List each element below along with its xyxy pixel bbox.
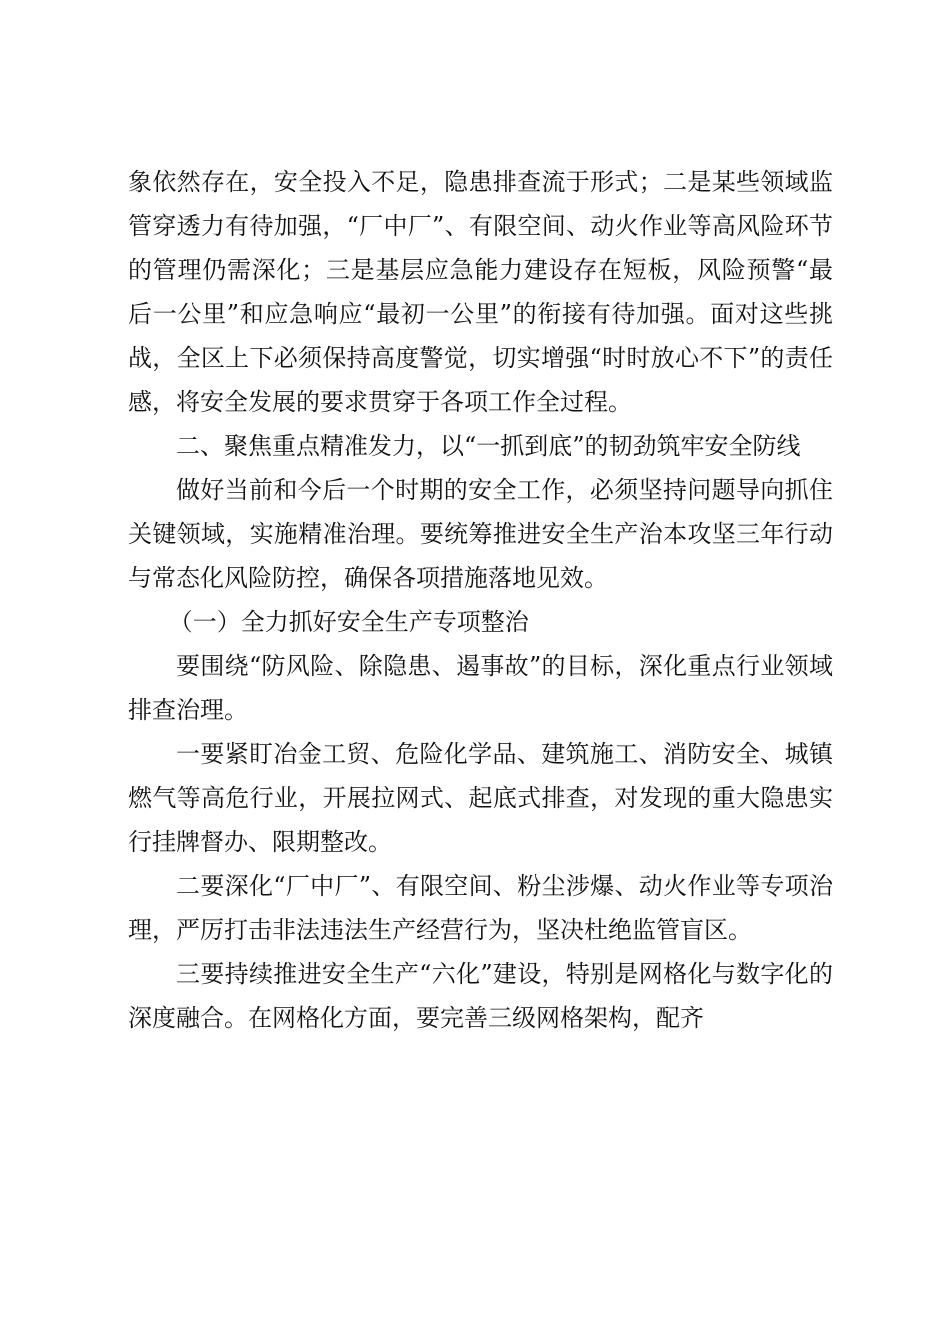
paragraph-continued: 象依然存在，安全投入不足，隐患排查流于形式；二是某些领域监管穿透力有待加强，“厂中厂”、有限空间、动火作业等高风险环节的管理仍需深化；三是基层应急能力建设存在短板，风险预警“最后一公里”和应急响应“最初一公里”的衔接有待加强。面对这些挑战，全区上下必须保持高度警觉，切实增强“时时放心不下”的责任感，将安全发展的要求贯穿于各项工作全过程。: [128, 168, 833, 416]
paragraph: 一要紧盯冶金工贸、危险化学品、建筑施工、消防安全、城镇燃气等高危行业，开展拉网式、起底式排查，对发现的重大隐患实行挂牌督办、限期整改。: [128, 740, 833, 856]
paragraph: 二要深化“厂中厂”、有限空间、粉尘涉爆、动火作业等专项治理，严厉打击非法违法生产经营行为，坚决杜绝监管盲区。: [128, 872, 833, 944]
section-heading: 二、聚焦重点精准发力，以“一抓到底”的韧劲筑牢安全防线: [176, 432, 801, 460]
paragraph: 三要持续推进安全生产“六化”建设，特别是网格化与数字化的深度融合。在网格化方面，要完善三级网格架构，配齐: [128, 960, 833, 1032]
paragraph: 要围绕“防风险、除隐患、遏事故”的目标，深化重点行业领域排查治理。: [128, 652, 833, 724]
paragraph: 做好当前和今后一个时期的安全工作，必须坚持问题导向抓住关键领域，实施精准治理。要统筹推进安全生产治本攻坚三年行动与常态化风险防控，确保各项措施落地见效。: [128, 476, 833, 592]
subsection-heading: （一）全力抓好安全生产专项整治: [168, 608, 529, 636]
document-body: [128, 160, 833, 1040]
